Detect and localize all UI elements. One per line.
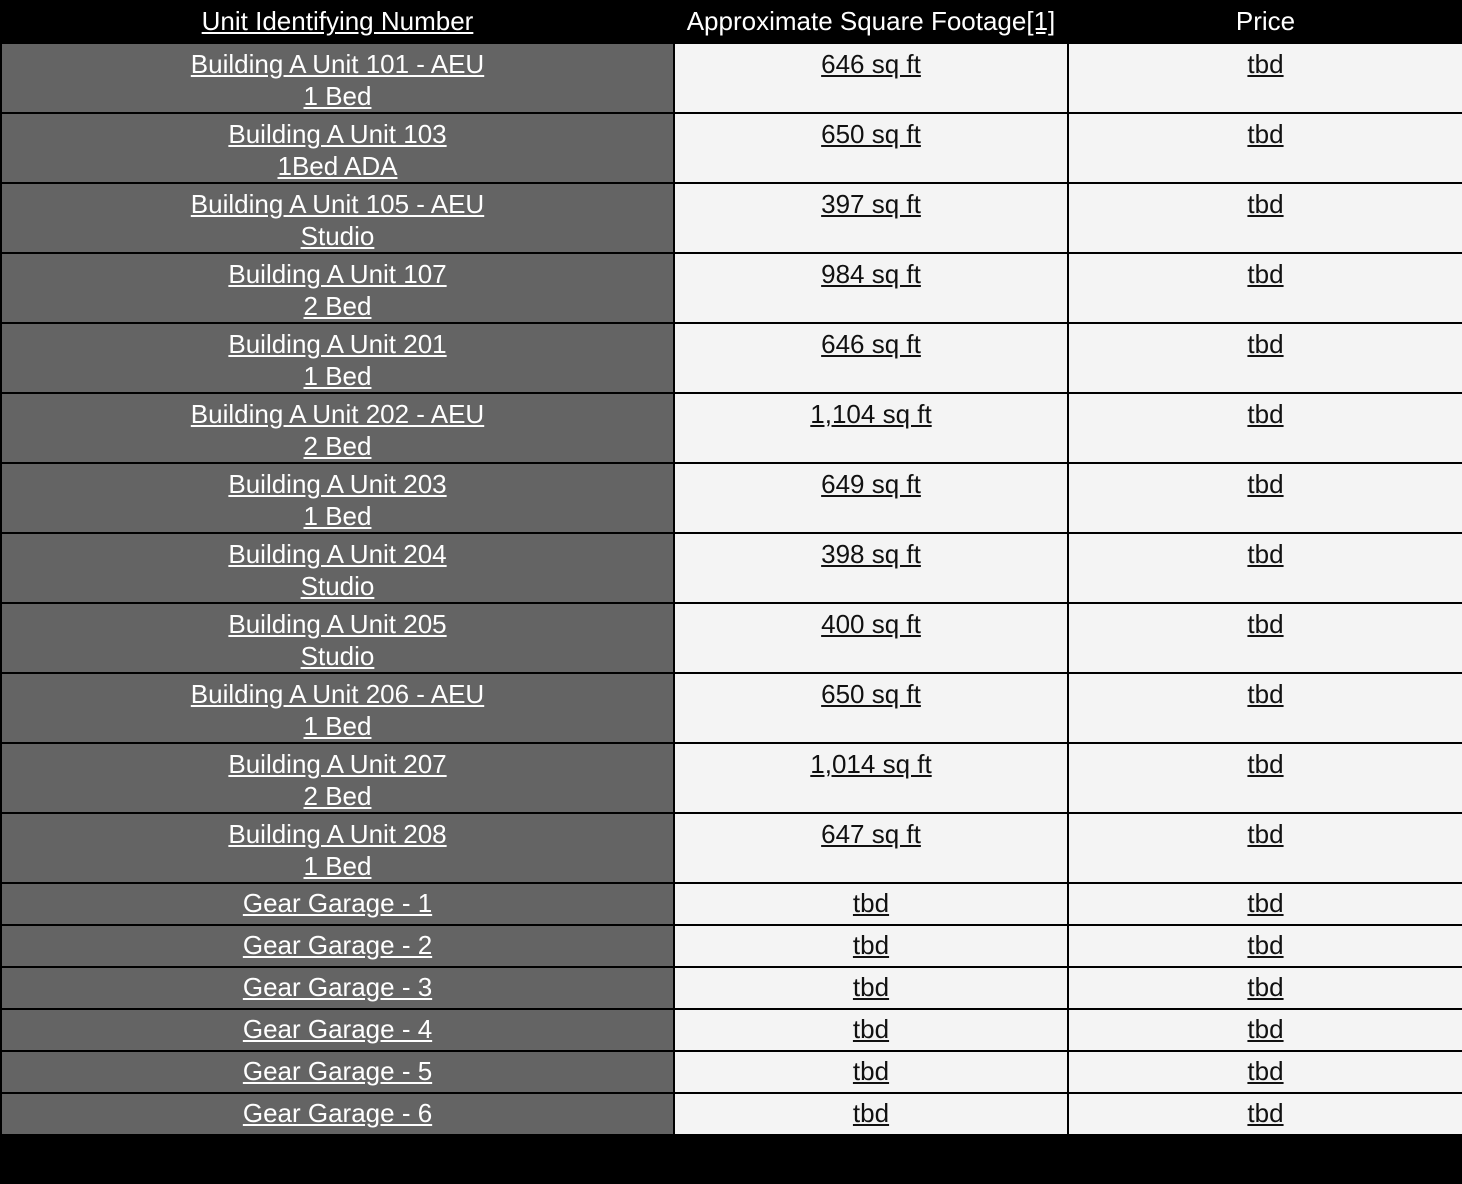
unit-type-link[interactable]: Studio <box>300 571 375 601</box>
price-link[interactable]: tbd <box>1247 49 1284 79</box>
price-cell <box>1068 883 1462 925</box>
sqft-link[interactable]: 398 sq ft <box>821 539 921 569</box>
unit-type-link[interactable]: 1Bed ADA <box>277 151 398 181</box>
table-row <box>1 113 1462 183</box>
unit-type-link[interactable]: Studio <box>300 641 375 671</box>
price-link[interactable]: tbd <box>1247 469 1284 499</box>
unit-cell <box>1 813 674 883</box>
sqft-link[interactable]: 650 sq ft <box>821 119 921 149</box>
price-link[interactable]: tbd <box>1247 1098 1284 1128</box>
price-link[interactable]: tbd <box>1247 749 1284 779</box>
garage-link[interactable]: Gear Garage - 6 <box>242 1098 433 1128</box>
table-row <box>1 393 1462 463</box>
sqft-cell <box>674 813 1068 883</box>
garage-link[interactable]: Gear Garage - 1 <box>242 888 433 918</box>
unit-cell <box>1 967 674 1009</box>
price-cell <box>1068 743 1462 813</box>
unit-link[interactable]: Building A Unit 201 <box>228 329 447 359</box>
price-cell <box>1068 1051 1462 1093</box>
garage-link[interactable]: Gear Garage - 4 <box>242 1014 433 1044</box>
sqft-cell <box>674 1051 1068 1093</box>
table-row <box>1 463 1462 533</box>
unit-link[interactable]: Building A Unit 208 <box>228 819 447 849</box>
header-unit-number-link[interactable]: Unit Identifying Number <box>201 6 474 36</box>
sqft-link[interactable]: 649 sq ft <box>821 469 921 499</box>
unit-link[interactable]: Building A Unit 105 - AEU <box>190 189 485 219</box>
unit-cell <box>1 253 674 323</box>
table-row <box>1 1009 1462 1051</box>
unit-type-link[interactable]: 2 Bed <box>303 291 372 321</box>
unit-cell <box>1 43 674 113</box>
sqft-cell <box>674 883 1068 925</box>
sqft-cell <box>674 393 1068 463</box>
unit-link[interactable]: Building A Unit 107 <box>228 259 447 289</box>
price-cell <box>1068 43 1462 113</box>
table-row <box>1 253 1462 323</box>
unit-cell <box>1 883 674 925</box>
unit-type-link[interactable]: 2 Bed <box>303 781 372 811</box>
sqft-link[interactable]: tbd <box>852 1056 890 1086</box>
unit-cell <box>1 1093 674 1135</box>
price-link[interactable]: tbd <box>1247 972 1284 1002</box>
price-link[interactable]: tbd <box>1247 259 1284 289</box>
sqft-link[interactable]: tbd <box>852 1098 890 1128</box>
table-row <box>1 43 1462 113</box>
table-row <box>1 1051 1462 1093</box>
garage-link[interactable]: Gear Garage - 5 <box>242 1056 433 1086</box>
sqft-cell <box>674 323 1068 393</box>
unit-type-link[interactable]: 1 Bed <box>303 851 372 881</box>
sqft-link[interactable]: 1,014 sq ft <box>810 749 932 779</box>
price-cell <box>1068 533 1462 603</box>
unit-cell <box>1 743 674 813</box>
price-cell <box>1068 323 1462 393</box>
unit-type-link[interactable]: Studio <box>300 221 375 251</box>
unit-link[interactable]: Building A Unit 202 - AEU <box>190 399 485 429</box>
unit-link[interactable]: Building A Unit 206 - AEU <box>190 679 485 709</box>
unit-cell <box>1 673 674 743</box>
header-price <box>1068 0 1462 43</box>
sqft-cell <box>674 1093 1068 1135</box>
unit-type-link[interactable]: 2 Bed <box>303 431 372 461</box>
price-link[interactable]: tbd <box>1247 189 1284 219</box>
table-row <box>1 967 1462 1009</box>
sqft-cell <box>674 925 1068 967</box>
footnote-link[interactable]: [1] <box>1026 6 1056 36</box>
sqft-link[interactable]: tbd <box>852 930 890 960</box>
sqft-cell <box>674 1009 1068 1051</box>
unit-type-link[interactable]: 1 Bed <box>303 361 372 391</box>
price-cell <box>1068 603 1462 673</box>
sqft-link[interactable]: 984 sq ft <box>821 259 921 289</box>
price-cell <box>1068 253 1462 323</box>
unit-cell <box>1 1051 674 1093</box>
sqft-cell <box>674 113 1068 183</box>
price-cell <box>1068 1093 1462 1135</box>
price-cell <box>1068 393 1462 463</box>
price-cell <box>1068 1009 1462 1051</box>
garage-link[interactable]: Gear Garage - 3 <box>242 972 433 1002</box>
table-row <box>1 603 1462 673</box>
unit-cell <box>1 925 674 967</box>
table-row <box>1 743 1462 813</box>
price-link[interactable]: tbd <box>1247 819 1284 849</box>
table-row <box>1 183 1462 253</box>
header-square-footage <box>674 0 1068 43</box>
table-row <box>1 813 1462 883</box>
sqft-link[interactable]: 646 sq ft <box>821 329 921 359</box>
unit-link[interactable]: Building A Unit 103 <box>228 119 447 149</box>
sqft-cell <box>674 673 1068 743</box>
price-cell <box>1068 673 1462 743</box>
table-row <box>1 925 1462 967</box>
price-cell <box>1068 113 1462 183</box>
sqft-link[interactable]: tbd <box>852 888 890 918</box>
unit-type-link[interactable]: 1 Bed <box>303 711 372 741</box>
header-square-footage-label: Approximate Square Footage <box>686 6 1027 36</box>
unit-cell <box>1 113 674 183</box>
sqft-link[interactable]: 400 sq ft <box>821 609 921 639</box>
table-row <box>1 673 1462 743</box>
price-cell <box>1068 813 1462 883</box>
sqft-cell <box>674 43 1068 113</box>
sqft-cell <box>674 253 1068 323</box>
price-link[interactable]: tbd <box>1247 539 1284 569</box>
unit-cell <box>1 323 674 393</box>
garage-link[interactable]: Gear Garage - 2 <box>242 930 433 960</box>
sqft-cell <box>674 967 1068 1009</box>
unit-cell <box>1 463 674 533</box>
header-unit-number <box>1 0 674 43</box>
header-row <box>1 0 1462 43</box>
price-link[interactable]: tbd <box>1247 329 1284 359</box>
sqft-link[interactable]: 1,104 sq ft <box>810 399 932 429</box>
unit-link[interactable]: Building A Unit 101 - AEU <box>190 49 485 79</box>
unit-type-link[interactable]: 1 Bed <box>303 81 372 111</box>
price-link[interactable]: tbd <box>1247 399 1284 429</box>
sqft-link[interactable]: 646 sq ft <box>821 49 921 79</box>
sqft-link[interactable]: tbd <box>852 1014 890 1044</box>
sqft-cell <box>674 533 1068 603</box>
unit-type-link[interactable]: 1 Bed <box>303 501 372 531</box>
unit-cell <box>1 533 674 603</box>
price-link[interactable]: tbd <box>1247 888 1284 918</box>
price-link[interactable]: tbd <box>1247 609 1284 639</box>
table-row <box>1 1093 1462 1135</box>
price-cell <box>1068 925 1462 967</box>
table-row <box>1 533 1462 603</box>
table-row <box>1 883 1462 925</box>
price-link[interactable]: tbd <box>1247 1056 1284 1086</box>
price-cell <box>1068 463 1462 533</box>
header-price-label: Price <box>1235 6 1296 36</box>
sqft-link[interactable]: 647 sq ft <box>821 819 921 849</box>
price-link[interactable]: tbd <box>1247 119 1284 149</box>
unit-cell <box>1 183 674 253</box>
sqft-cell <box>674 603 1068 673</box>
sqft-link[interactable]: tbd <box>852 972 890 1002</box>
unit-cell <box>1 603 674 673</box>
sqft-cell <box>674 743 1068 813</box>
price-cell <box>1068 183 1462 253</box>
sqft-cell <box>674 463 1068 533</box>
unit-link[interactable]: Building A Unit 203 <box>228 469 447 499</box>
sqft-link[interactable]: 397 sq ft <box>821 189 921 219</box>
price-link[interactable]: tbd <box>1247 930 1284 960</box>
price-cell <box>1068 967 1462 1009</box>
unit-cell <box>1 1009 674 1051</box>
unit-link[interactable]: Building A Unit 205 <box>228 609 447 639</box>
table-row <box>1 323 1462 393</box>
price-link[interactable]: tbd <box>1247 679 1284 709</box>
unit-link[interactable]: Building A Unit 204 <box>228 539 447 569</box>
sqft-cell <box>674 183 1068 253</box>
sqft-link[interactable]: 650 sq ft <box>821 679 921 709</box>
price-link[interactable]: tbd <box>1247 1014 1284 1044</box>
unit-cell <box>1 393 674 463</box>
unit-link[interactable]: Building A Unit 207 <box>228 749 447 779</box>
